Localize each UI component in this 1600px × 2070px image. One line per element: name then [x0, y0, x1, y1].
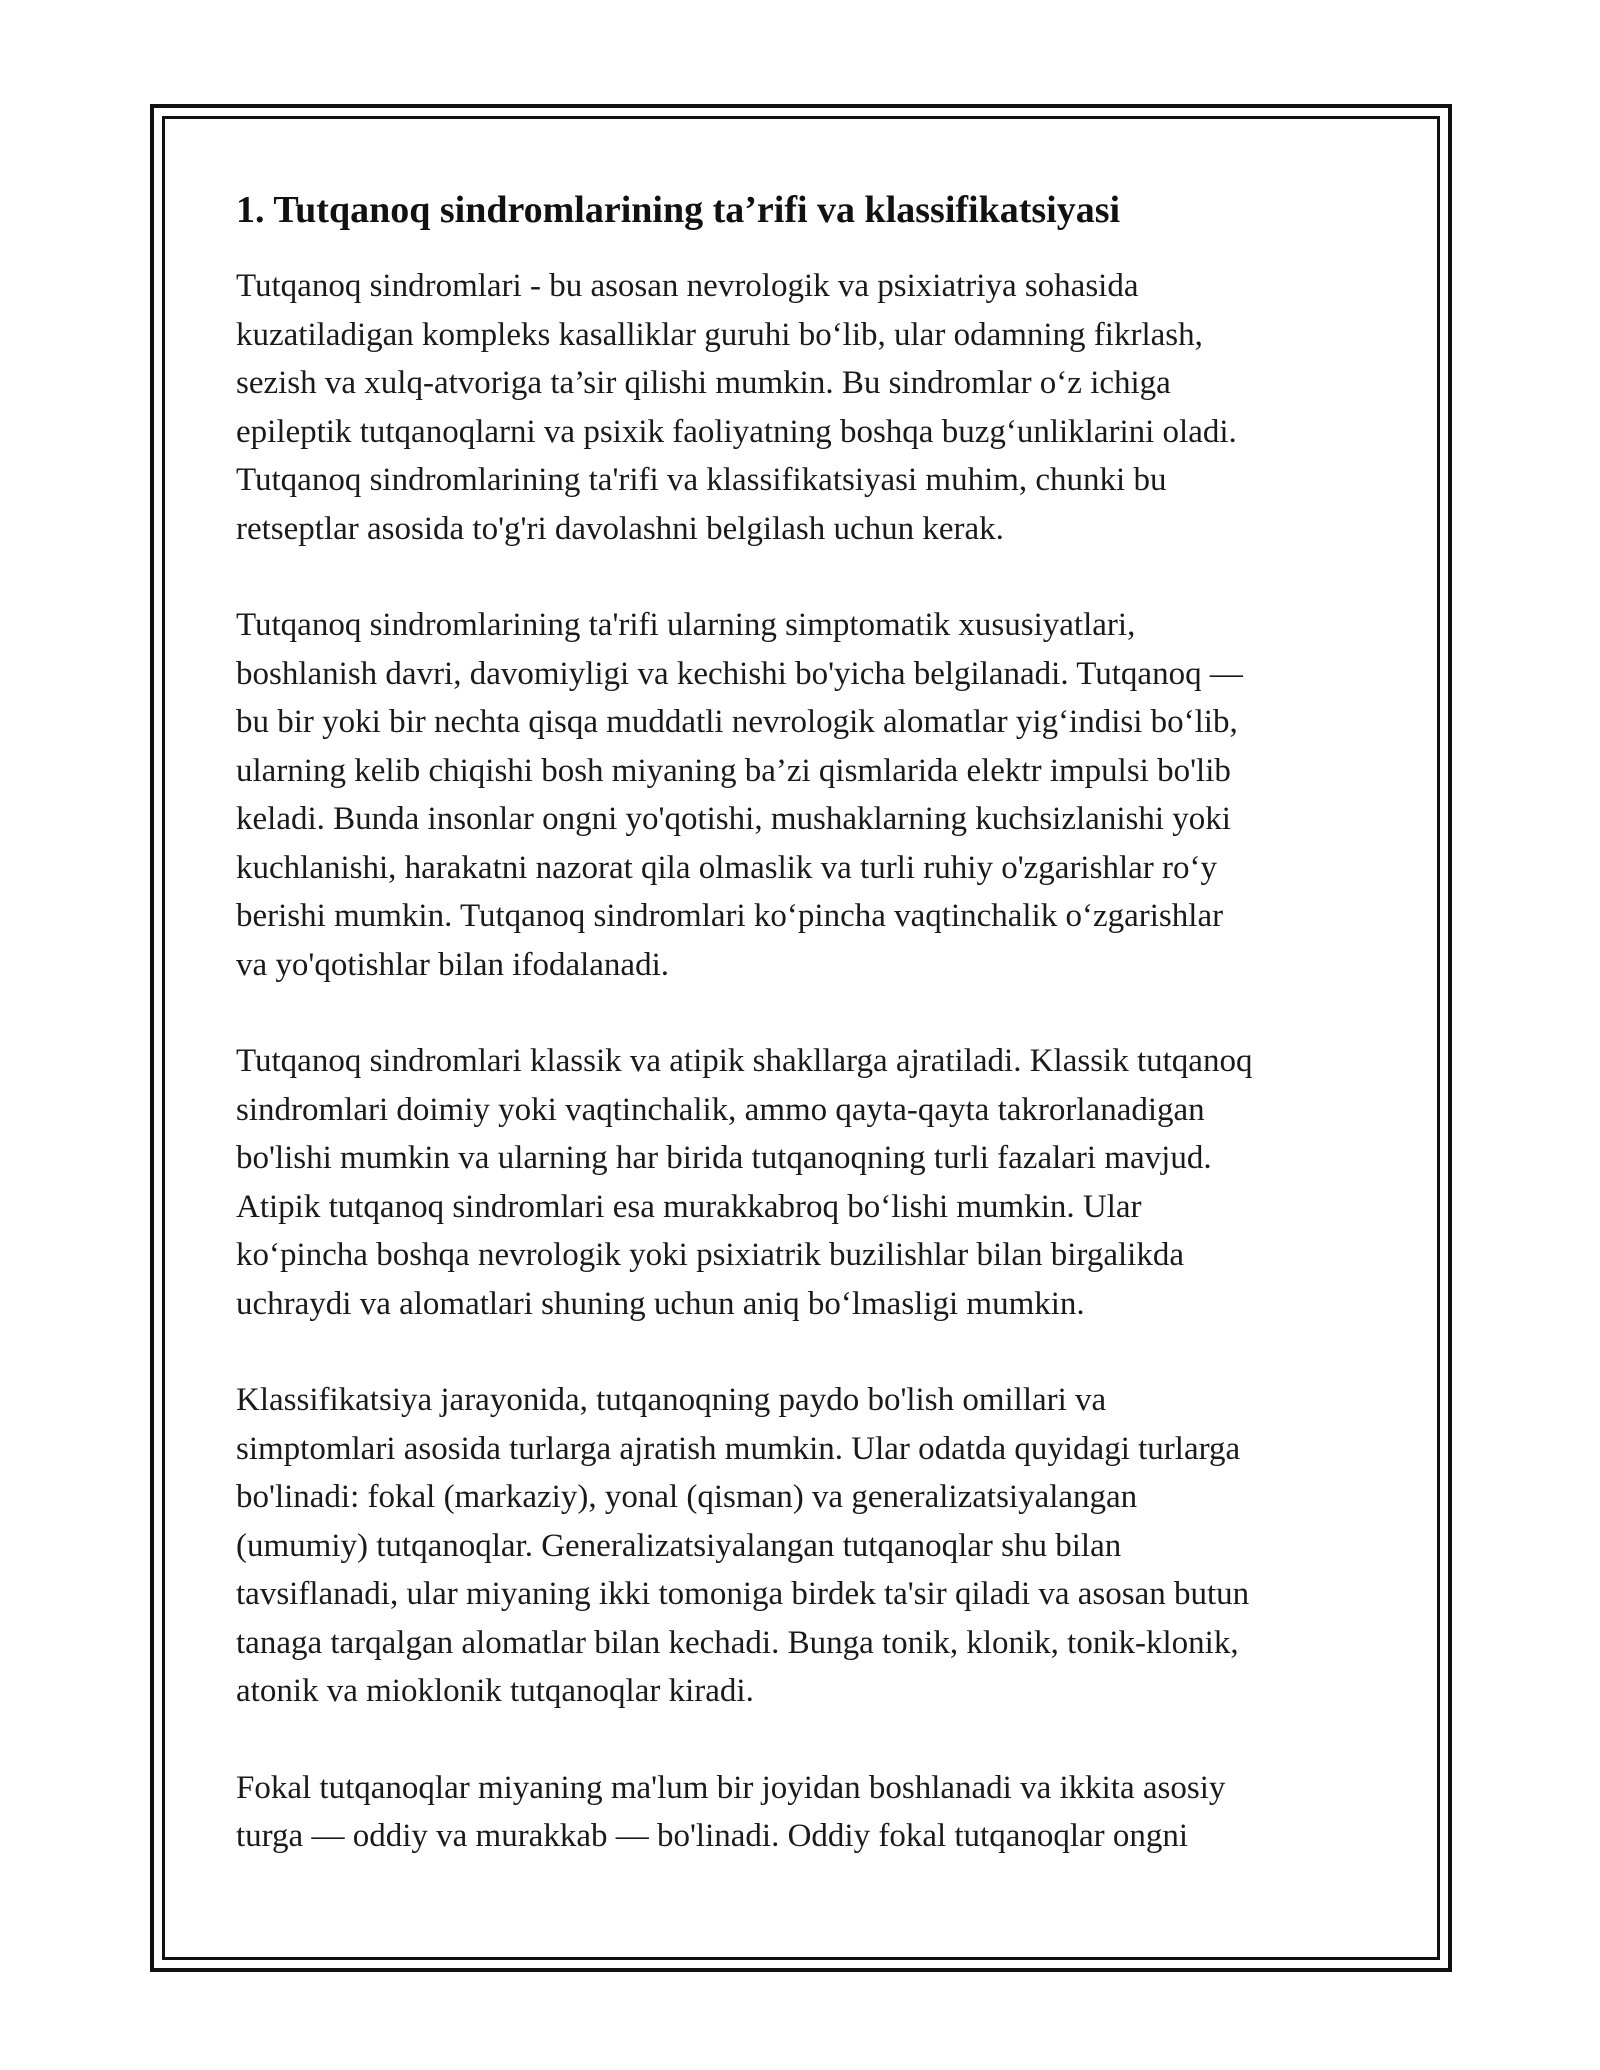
text-line: atonik va mioklonik tutqanoqlar kiradi. [236, 1673, 754, 1709]
text-line: berishi mumkin. Tutqanoq sindromlari ko‘pincha vaqtinchalik o‘zgarishlar [236, 898, 1224, 934]
text-line: Tutqanoq sindromlarining ta'rifi va klassifikatsiyasi muhim, chunki bu [236, 462, 1167, 498]
text-line: Tutqanoq sindromlari - bu asosan nevrologik va psixiatriya sohasida [236, 268, 1139, 304]
text-line: bo'linadi: fokal (markaziy), yonal (qisman) va generalizatsiyalangan [236, 1479, 1138, 1515]
text-line: tanaga tarqalgan alomatlar bilan kechadi. Bunga tonik, klonik, tonik-klonik, [236, 1624, 1239, 1661]
text-line: uchraydi va alomatlari shuning uchun aniq bo‘lmasligi mumkin. [236, 1285, 1085, 1322]
text-line: epileptik tutqanoqlarni va psixik faoliyatning boshqa buzg‘unliklarini oladi. [236, 413, 1237, 450]
paragraph-3 [236, 1037, 1386, 1328]
text-line: bo'lishi mumkin va ularning har birida tutqanoqning turli fazalari mavjud. [236, 1140, 1212, 1176]
text-line: sindromlari doimiy yoki vaqtinchalik, ammo qayta-qayta takrorlanadigan [236, 1091, 1205, 1128]
text-line: Atipik tutqanoq sindromlari esa murakkabroq bo‘lishi mumkin. Ular [236, 1188, 1142, 1225]
paragraph-1 [236, 262, 1386, 553]
paragraph-4 [236, 1376, 1386, 1716]
text-line: simptomlari asosida turlarga ajratish mumkin. Ular odatda quyidagi turlarga [236, 1430, 1241, 1467]
text-line: Tutqanoq sindromlari klassik va atipik shakllarga ajratiladi. Klassik tutqanoq [236, 1043, 1253, 1079]
document-body [236, 184, 1386, 1909]
text-line: (umumiy) tutqanoqlar. Generalizatsiyalangan tutqanoqlar shu bilan [236, 1527, 1122, 1564]
text-line: bu bir yoki bir nechta qisqa muddatli nevrologik alomatlar yig‘indisi bo‘lib, [236, 704, 1238, 740]
text-line: ularning kelib chiqishi bosh miyaning ba’zi qismlarida elektr impulsi bo'lib [236, 752, 1231, 789]
text-line: kuzatiladigan kompleks kasalliklar guruhi bo‘lib, ular odamning fikrlash, [236, 316, 1203, 353]
text-line: kuchlanishi, harakatni nazorat qila olmaslik va turli ruhiy o'zgarishlar ro‘y [236, 849, 1217, 886]
text-line: va yo'qotishlar bilan ifodalanadi. [236, 946, 669, 983]
text-line: boshlanish davri, davomiyligi va kechishi bo'yicha belgilanadi. Tutqanoq — [236, 655, 1243, 692]
text-line: Fokal tutqanoqlar miyaning ma'lum bir joyidan boshlanadi va ikkita asosiy [236, 1769, 1226, 1806]
text-line: tavsiflanadi, ular miyaning ikki tomoniga birdek ta'sir qiladi va asosan butun [236, 1576, 1250, 1612]
section-title: 1. Tutqanoq sindromlarining ta’rifi va klassifikatsiyasi [236, 189, 1121, 231]
text-line: Tutqanoq sindromlarining ta'rifi ularning simptomatik xususiyatlari, [236, 607, 1136, 643]
text-line: turga — oddiy va murakkab — bo'linadi. Oddiy fokal tutqanoqlar ongni [236, 1818, 1189, 1854]
paragraph-2 [236, 601, 1386, 989]
text-line: sezish va xulq-atvoriga ta’sir qilishi mumkin. Bu sindromlar o‘z ichiga [236, 365, 1171, 401]
text-line: ko‘pincha boshqa nevrologik yoki psixiatrik buzilishlar bilan birgalikda [236, 1237, 1184, 1273]
text-line: Klassifikatsiya jarayonida, tutqanoqning paydo bo'lish omillari va [236, 1382, 1107, 1418]
text-line: keladi. Bunda insonlar ongni yo'qotishi, mushaklarning kuchsizlanishi yoki [236, 801, 1231, 837]
text-line: retseptlar asosida to'g'ri davolashni belgilash uchun kerak. [236, 510, 1004, 547]
paragraph-5 [236, 1764, 1386, 1861]
